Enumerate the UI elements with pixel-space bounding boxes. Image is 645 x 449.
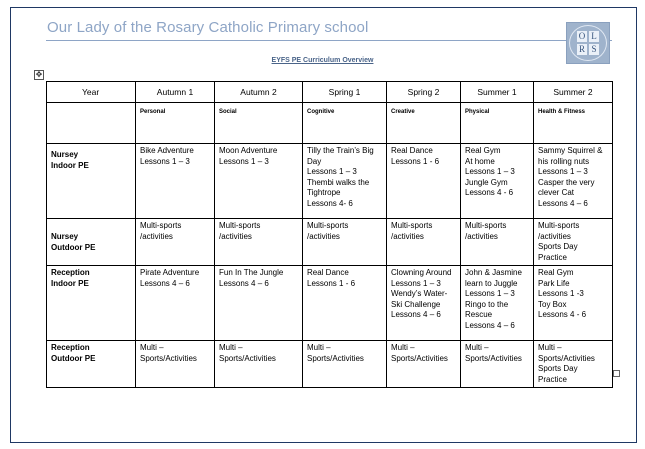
cell-line: Sports/Activities [219,353,276,363]
table-cell[interactable] [136,144,215,219]
header-underline [46,40,612,41]
cell-line: Lessons 4 - 6 [538,310,587,319]
row-label-line: Outdoor PE [51,353,96,363]
table-resize-handle[interactable] [613,370,620,377]
cell-line: Clowning Around [391,268,452,277]
table-header-row [47,82,613,103]
cell-line: Thembi walks the [307,177,370,187]
cell-line: Multi-sports [140,221,182,230]
logo-letter-o: O [578,31,586,41]
row-label-line: Reception [51,343,90,352]
cell-line: Real Gym [465,146,501,155]
cell-line: Lessons 1 – 3 [538,167,588,176]
cell-line: Day [307,156,322,166]
table-cell[interactable] [387,341,461,388]
learning-area-row [47,103,613,144]
table-row [47,144,613,219]
area-creative[interactable]: Creative [387,103,461,144]
logo-letter-l: L [589,31,599,42]
cell-line: Multi-sports [465,221,507,230]
table-row [47,219,613,266]
curriculum-table [46,81,613,388]
cell-line: Multi – [219,343,243,352]
row-label-line: Nursey [51,150,79,159]
cell-line: Sports/Activities [391,353,448,363]
cell-line: Lessons 1 – 3 [307,167,357,176]
cell-line: Lessons 1 – 3 [465,167,515,176]
cell-line: Sammy Squirrel & [538,146,603,155]
row-label-line: Indoor PE [51,160,89,170]
cell-line: Lessons 4 – 6 [465,320,515,330]
cell-line: Real Dance [307,268,349,277]
cell-line: Tilly the Train’s Big [307,146,374,155]
cell-line: clever Cat [538,188,575,197]
header-autumn-1[interactable]: Autumn 1 [136,82,215,103]
row-label-line: Reception [51,268,90,277]
table-row [47,341,613,388]
header-autumn-2[interactable]: Autumn 2 [215,82,303,103]
cell-line: Lessons 1 - 6 [307,278,356,288]
cell-line: his rolling nuts [538,156,590,166]
cell-line: Lessons 1 – 3 [465,289,515,298]
header-spring-1[interactable]: Spring 1 [303,82,387,103]
table-cell[interactable] [387,266,461,341]
cell-line: /activities [219,231,252,241]
row-label-line: Outdoor PE [51,242,96,252]
cell-line: Sports/Activities [307,353,364,363]
table-cell[interactable] [534,341,613,388]
table-move-handle-icon[interactable]: ✥ [35,70,43,79]
school-name: Our Lady of the Rosary Catholic Primary school [47,19,369,36]
cell-line: Lessons 4- 6 [307,198,353,208]
cell-line: Lessons 1 - 6 [391,156,440,166]
cell-line: Wendy’s Water- [391,289,448,298]
cell-line: Lessons 4 – 6 [140,278,190,288]
area-social[interactable]: Social [215,103,303,144]
header-summer-2[interactable]: Summer 2 [534,82,613,103]
table-cell[interactable] [136,341,215,388]
cell-line: Fun In The Jungle [219,268,284,277]
cell-line: Lessons 4 – 6 [538,198,588,208]
table-cell[interactable] [461,219,534,266]
table-row [47,266,613,341]
row-label-line: Nursey [51,232,79,241]
area-blank[interactable] [47,103,136,144]
cell-line: /activities [140,231,173,241]
table-cell[interactable] [215,144,303,219]
cell-line: /activities [391,231,424,241]
cell-line: Bike Adventure [140,146,194,155]
table-cell[interactable] [215,219,303,266]
logo-letter-r: R [578,44,585,54]
table-cell[interactable] [215,341,303,388]
cell-line: Jungle Gym [465,177,508,187]
table-cell[interactable] [534,219,613,266]
table-cell[interactable] [387,219,461,266]
cell-line: Sports Day Practice [538,242,578,262]
cell-line: John & Jasmine [465,268,522,277]
logo-ring [569,25,607,61]
table-cell[interactable] [461,266,534,341]
row-label-line: Indoor PE [51,278,89,288]
row-label-reception-outdoor[interactable] [47,341,136,388]
cell-line: Sports/Activities [465,353,522,363]
cell-line: Sports Day Practice [538,364,578,384]
cell-line: Sports/Activities [140,353,197,363]
table-cell[interactable] [303,266,387,341]
cell-line: Tightrope [307,188,341,197]
logo-letter-s: S [589,44,599,55]
cell-line: learn to Juggle [465,278,518,288]
cell-line: Moon Adventure [219,146,278,155]
area-personal[interactable]: Personal [136,103,215,144]
cell-line: Multi – [465,343,489,352]
area-health-fitness[interactable]: Health & Fitness [534,103,613,144]
cell-line: Toy Box [538,299,567,309]
table-cell[interactable] [461,144,534,219]
row-label-nursery-indoor[interactable] [47,144,136,219]
cell-line: Lessons 1 – 3 [140,156,190,166]
cell-line: Lessons 1 – 3 [219,156,269,166]
table-cell[interactable] [136,266,215,341]
table-cell[interactable] [215,266,303,341]
cell-line: Multi – [538,343,562,352]
header-year[interactable]: Year [47,82,136,103]
header-spring-2[interactable]: Spring 2 [387,82,461,103]
table-cell[interactable] [303,144,387,219]
area-physical[interactable]: Physical [461,103,534,144]
cell-line: Multi – [140,343,164,352]
table-cell[interactable] [387,144,461,219]
cell-line: Lessons 4 – 6 [391,310,441,319]
cell-line: Ringo to the [465,299,509,309]
cell-line: Lessons 4 – 6 [219,278,269,288]
row-label-nursery-outdoor[interactable] [47,219,136,266]
cell-line: Lessons 1 – 3 [391,278,441,288]
cell-line: Multi-sports [538,221,580,230]
area-cognitive[interactable]: Cognitive [303,103,387,144]
cell-line: /activities [307,231,340,241]
table-cell[interactable] [534,266,613,341]
cell-line: Casper the very [538,177,595,187]
row-label-reception-indoor[interactable] [47,266,136,341]
cell-line: Multi-sports [307,221,349,230]
cell-line: Lessons 1 -3 [538,289,584,298]
cell-line: Real Dance [391,146,433,155]
cell-line: Real Gym [538,268,574,277]
header-summer-1[interactable]: Summer 1 [461,82,534,103]
cell-line: Sports/Activities [538,353,595,363]
table-cell[interactable] [136,219,215,266]
cell-line: Park Life [538,278,570,288]
cell-line: Pirate Adventure [140,268,200,277]
table-cell[interactable] [461,341,534,388]
cell-line: /activities [538,231,571,241]
cell-line: Ski Challenge [391,299,441,309]
cell-line: Lessons 4 - 6 [465,188,514,197]
table-cell[interactable] [534,144,613,219]
cell-line: Multi-sports [219,221,261,230]
cell-line: /activities [465,231,498,241]
cell-line: Multi – [391,343,415,352]
document-title: EYFS PE Curriculum Overview [271,57,374,64]
cell-line: Multi-sports [391,221,433,230]
cell-line: Rescue [465,310,493,319]
table-cell[interactable] [303,341,387,388]
cell-line: Multi – [307,343,331,352]
table-cell[interactable] [303,219,387,266]
cell-line: At home [465,156,495,166]
